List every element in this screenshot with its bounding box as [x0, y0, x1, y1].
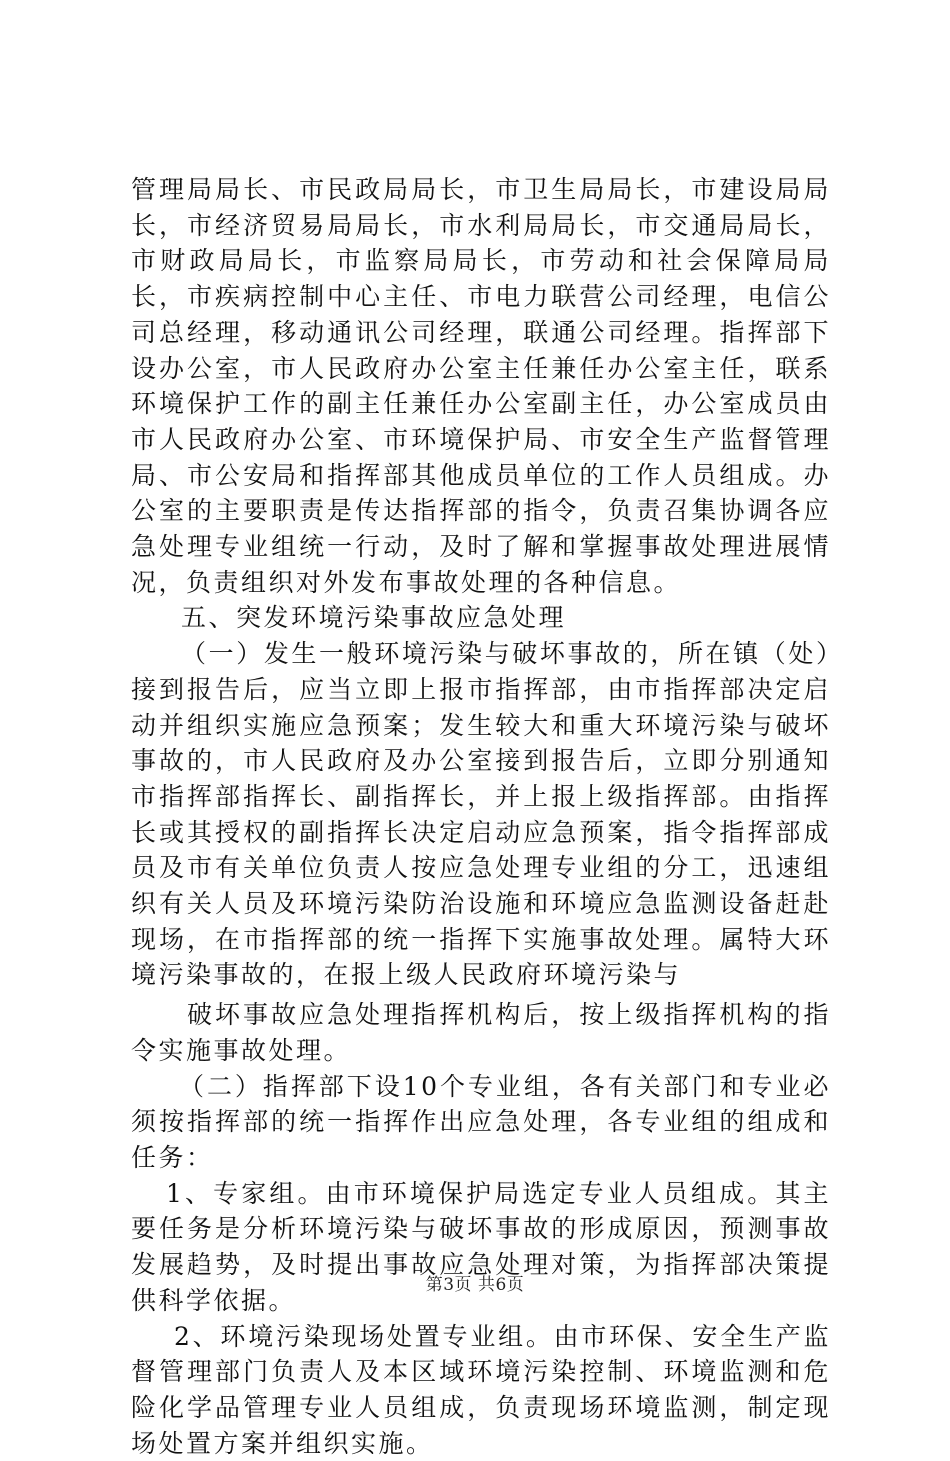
paragraph-general-accident-procedure: （一）发生一般环境污染与破坏事故的，所在镇（处）接到报告后，应当立即上报市指挥部，由市指挥部决定启动并组织实施应急预案；发生较大和重大环境污染与破坏事故的，市人民政府及办公室接到报告后，立即分别通知市指挥部指挥长、副指挥长，并上报上级指挥部。由指挥长或其授权的副指挥长决定启动应急预案，指令指挥部成员及市有关单位负责人按应急处理专业组的分工，迅速组织有关人员及环境污染防治设施和环境应急监测设备赶赴现场，在市指挥部的统一指挥下实施事故处理。属特大环境污染事故的，在报上级人民政府环境污染与 [131, 636, 831, 993]
section-heading-emergency-handling: 五、突发环境污染事故应急处理 [131, 600, 831, 636]
paragraph-superior-command-continuation: 破坏事故应急处理指挥机构后，按上级指挥机构的指令实施事故处理。 [131, 997, 831, 1068]
paragraph-expert-group: 1、专家组。由市环境保护局选定专业人员组成。其主要任务是分析环境污染与破坏事故的形成原因，预测事故发展趋势，及时提出事故应急处理对策，为指挥部决策提供科学依据。 [131, 1176, 831, 1319]
document-body [131, 172, 831, 1461]
paragraph-command-members: 管理局局长、市民政局局长，市卫生局局长，市建设局局长，市经济贸易局局长，市水利局局长，市交通局局长，市财政局局长，市监察局局长，市劳动和社会保障局局长，市疾病控制中心主任、市电力联营公司经理，电信公司总经理，移动通讯公司经理，联通公司经理。指挥部下设办公室，市人民政府办公室主任兼任办公室主任，联系环境保护工作的副主任兼任办公室副主任，办公室成员由市人民政府办公室、市环境保护局、市安全生产监督管理局、市公安局和指挥部其他成员单位的工作人员组成。办公室的主要职责是传达指挥部的指令，负责召集协调各应急处理专业组统一行动，及时了解和掌握事故处理进展情况，负责组织对外发布事故处理的各种信息。 [131, 172, 831, 600]
paragraph-specialist-groups-intro: （二）指挥部下设10个专业组，各有关部门和专业必须按指挥部的统一指挥作出应急处理，各专业组的组成和任务： [131, 1069, 831, 1176]
paragraph-onsite-disposal-group: 2、环境污染现场处置专业组。由市环保、安全生产监督管理部门负责人及本区域环境污染控制、环境监测和危险化学品管理专业人员组成，负责现场环境监测，制定现场处置方案并组织实施。 [131, 1319, 831, 1461]
page-number-footer: 第3页 共6页 [0, 1270, 950, 1295]
